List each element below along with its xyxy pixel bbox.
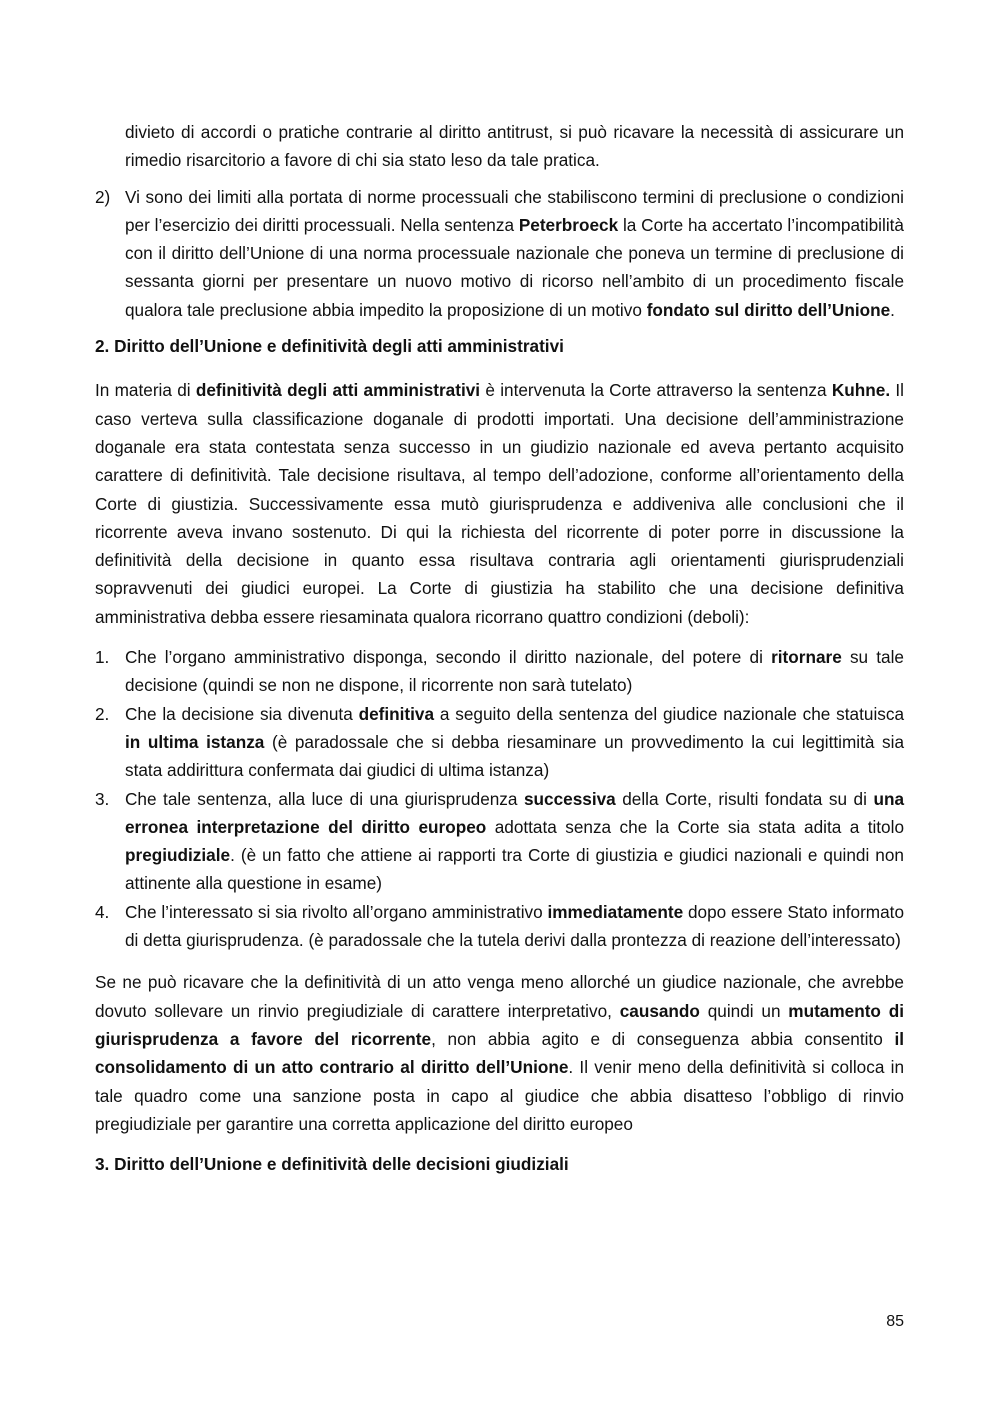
list-item-2: 2) Vi sono dei limiti alla portata di norme processuali che stabiliscono termini di preclusione o condizioni per l’esercizio dei diritti processuali. Nella sentenza Peterbroeck la Corte ha accertato l’incompatibilità con il diritto dell’Unione di una norma processuale nazionale che poneva un termine di preclusione di sessanta giorni per presentare un nuovo motivo di ricorso nell’ambito di un procedimento fiscale qualora tale preclusione abbia impedito la proposizione di un motivo fondato sul diritto dell’Unione. bbox=[95, 183, 904, 324]
condition-number: 2. bbox=[95, 703, 110, 724]
condition-number: 1. bbox=[95, 647, 110, 668]
paragraph-intro: In materia di definitività degli atti amministrativi è intervenuta la Corte attraverso la sentenza Kuhne. Il caso verteva sulla classificazione doganale di prodotti importati. Una decisione dell’amministrazione doganale era stata contestata senza successo in un giudizio nazionale ed aveva pertanto acquisito carattere di definitività. Tale decisione risultava, al tempo dell’adozione, conforme all’orientamento della Corte di giustizia. Successivamente essa mutò giurisprudenza e addiveniva alle conclusioni che il ricorrente aveva invano sostenuto. Di qui la richiesta del ricorrente di poter porre in discussione la definitività della decisione in quanto essa risultava contraria agli orientamenti giurisprudenziali sopravvenuti dei giudici europei. La Corte di giustizia ha stabilito che una decisione definitiva amministrativa debba essere riesaminata qualora ricorrano quattro condizioni (deboli): bbox=[95, 380, 904, 627]
conditions-list bbox=[95, 643, 904, 954]
condition-item: 2. Che la decisione sia divenuta definitiva a seguito della sentenza del giudice nazionale che statuisca in ultima istanza (è paradossale che si debba riesaminare un provvedimento la cui legittimità sia stata addirittura confermata dai giudici di ultima istanza) bbox=[95, 700, 904, 785]
section-heading-2: 2. Diritto dell’Unione e definitività degli atti amministrativi bbox=[95, 336, 564, 357]
condition-number: 3. bbox=[95, 788, 110, 809]
case-name-peterbroeck: Peterbroeck bbox=[518, 214, 619, 235]
page-body bbox=[95, 118, 904, 1194]
condition-item: 3. Che tale sentenza, alla luce di una giurisprudenza successiva della Corte, risulti fondata su di una erronea interpretazione del diritto europeo adottata senza che la Corte sia stata adita a titolo pregiudiziale. (è un fatto che attiene ai rapporti tra Corte di giustizia e giudici nazionali e quindi non attinente alla questione in esame) bbox=[95, 785, 904, 898]
condition-number: 4. bbox=[95, 901, 110, 922]
paragraph-conclusion: Se ne può ricavare che la definitività di un atto venga meno allorché un giudice nazionale, che avrebbe dovuto sollevare un rinvio pregiudiziale di carattere interpretativo, causando quindi un mutamento di giurisprudenza a favore del ricorrente, non abbia agito e di conseguenza abbia consentito il consolidamento di un atto contrario al diritto dell’Unione. Il venir meno della definitività si colloca in tale quadro come una sanzione posta in capo al giudice che abbia disatteso l’obbligo di rinvio pregiudiziale per garantire una corretta applicazione del diritto europeo bbox=[95, 972, 904, 1134]
page-number: 85 bbox=[886, 1313, 904, 1330]
section-heading-3: 3. Diritto dell’Unione e definitività delle decisioni giudiziali bbox=[95, 1154, 569, 1175]
case-name-kuhne: Kuhne. bbox=[831, 380, 891, 401]
list-item-continuation: divieto di accordi o pratiche contrarie al diritto antitrust, si può ricavare la necessità di assicurare un rimedio risarcitorio a favore di chi sia stato leso da tale pratica. bbox=[125, 122, 904, 171]
condition-item: 1. Che l’organo amministrativo disponga, secondo il diritto nazionale, del potere di ritornare su tale decisione (quindi se non ne dispone, il ricorrente non sarà tutelato) bbox=[95, 643, 904, 700]
condition-item: 4. Che l’interessato si sia rivolto all’organo amministrativo immediatamente dopo essere Stato informato di detta giurisprudenza. (è paradossale che la tutela derivi dalla prontezza di reazione dell’interessato) bbox=[95, 898, 904, 955]
list-item-number: 2) bbox=[95, 186, 111, 207]
